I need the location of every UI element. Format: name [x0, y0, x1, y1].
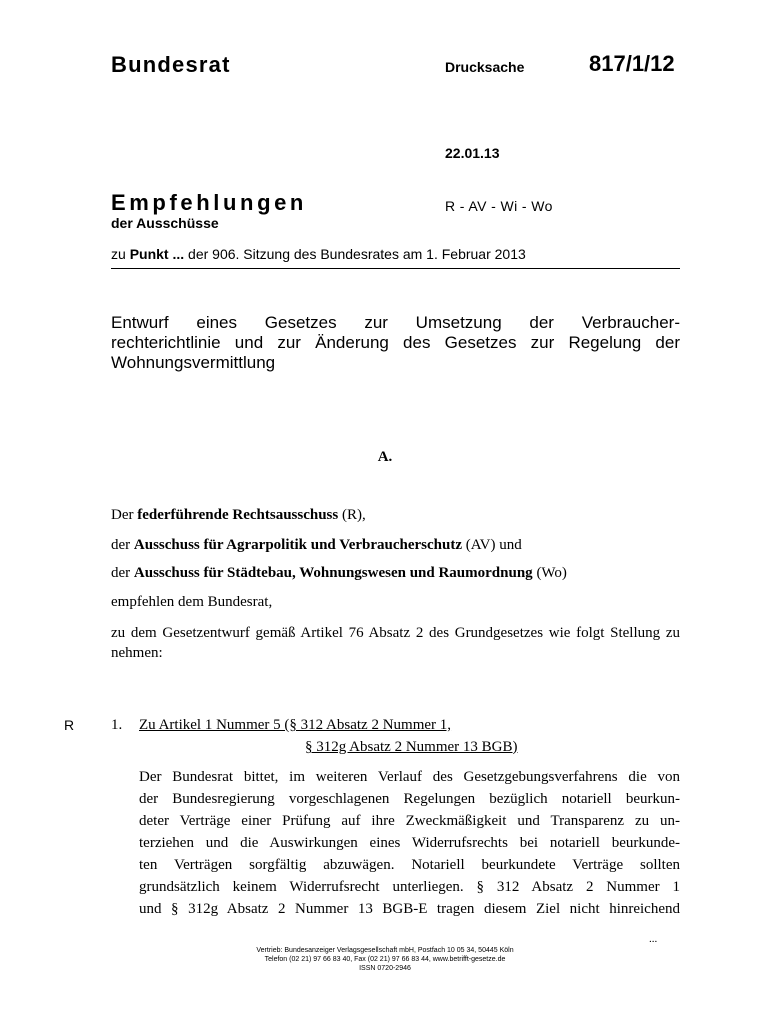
drucksache-label: Drucksache	[445, 59, 525, 75]
subject-title	[111, 313, 680, 373]
agenda-line	[111, 246, 526, 262]
intro-suffix: (Wo)	[532, 565, 567, 581]
header-rule	[111, 268, 680, 269]
item-body-line: terziehen und die Auswirkungen eines Widerrufsrechts bei notariell beurkunde-	[139, 835, 680, 851]
publisher-footer	[0, 946, 770, 973]
item-body-line: und § 312g Absatz 2 Nummer 13 BGB-E tragen diesem Ziel nicht hinreichend	[139, 901, 680, 917]
intro-suffix: (AV) und	[462, 537, 522, 553]
intro-paragraph	[111, 507, 366, 524]
recommendations-subtitle: der Ausschüsse	[111, 215, 219, 231]
item-body-line: grundsätzlich keinem Widerrufsrecht unterliegen. § 312 Absatz 2 Nummer 1	[139, 879, 680, 895]
organization-name: Bundesrat	[111, 52, 231, 77]
item-heading: Zu Artikel 1 Nummer 5 (§ 312 Absatz 2 Nummer 1,	[139, 717, 452, 733]
item-heading: § 312g Absatz 2 Nummer 13 BGB)	[305, 739, 518, 755]
agenda-item: Punkt ...	[129, 246, 185, 262]
agenda-rest: der 906. Sitzung des Bundesrates am 1. Februar 2013	[184, 246, 526, 262]
subject-line: rechterichtlinie und zur Änderung des Gesetzes zur Regelung der	[111, 333, 680, 352]
intro-paragraph: empfehlen dem Bundesrat,	[111, 594, 273, 610]
recommendations-title: Empfehlungen	[111, 190, 307, 215]
intro-paragraph: zu dem Gesetzentwurf gemäß Artikel 76 Absatz 2 des Grundgesetzes wie folgt Stellung zu nehmen:	[111, 625, 680, 661]
item-body-line: der Bundesregierung vorgeschlagenen Regelungen bezüglich notariell beurkun-	[139, 791, 680, 807]
continuation-marker: ...	[649, 933, 658, 945]
drucksache-number: 817/1/12	[589, 51, 675, 76]
footer-line: Vertrieb: Bundesanzeiger Verlagsgesellschaft mbH, Postfach 10 05 34, 50445 Köln	[256, 947, 514, 954]
subject-line: Wohnungsvermittlung	[111, 353, 276, 372]
document-date: 22.01.13	[445, 145, 500, 161]
footer-line: ISSN 0720-2946	[359, 965, 411, 972]
intro-suffix: (R),	[338, 507, 366, 523]
subject-line: Entwurf eines Gesetzes zur Umsetzung der Verbraucher-	[111, 313, 680, 332]
agenda-prefix: zu	[111, 246, 130, 262]
intro-paragraph	[111, 565, 567, 582]
section-heading: A.	[377, 449, 393, 465]
item-body-line: ten Verträgen sorgfältig abzuwägen. Notariell beurkundete Verträge sollten	[139, 857, 680, 873]
item-body	[139, 766, 680, 920]
intro-prefix: der	[111, 565, 134, 581]
intro-prefix: der	[111, 537, 134, 553]
item-number: 1.	[111, 717, 123, 733]
intro-prefix: Der	[111, 507, 138, 523]
committee-name: Ausschuss für Agrarpolitik und Verbraucherschutz	[133, 537, 463, 553]
intro-paragraph	[111, 537, 522, 554]
committee-name: federführende Rechtsausschuss	[137, 507, 339, 523]
item-body-line: deter Verträge einer Prüfung auf ihre Zweckmäßigkeit und Transparenz zu un-	[139, 813, 680, 829]
committee-name: Ausschuss für Städtebau, Wohnungswesen und Raumordnung	[133, 565, 533, 581]
footer-line: Telefon (02 21) 97 66 83 40, Fax (02 21) 97 66 83 44, www.betrifft-gesetze.de	[264, 956, 506, 963]
committee-margin-mark: R	[64, 717, 75, 733]
committees-list: R - AV - Wi - Wo	[445, 198, 553, 214]
item-body-line: Der Bundesrat bittet, im weiteren Verlauf des Gesetzgebungsverfahrens die von	[139, 769, 680, 785]
